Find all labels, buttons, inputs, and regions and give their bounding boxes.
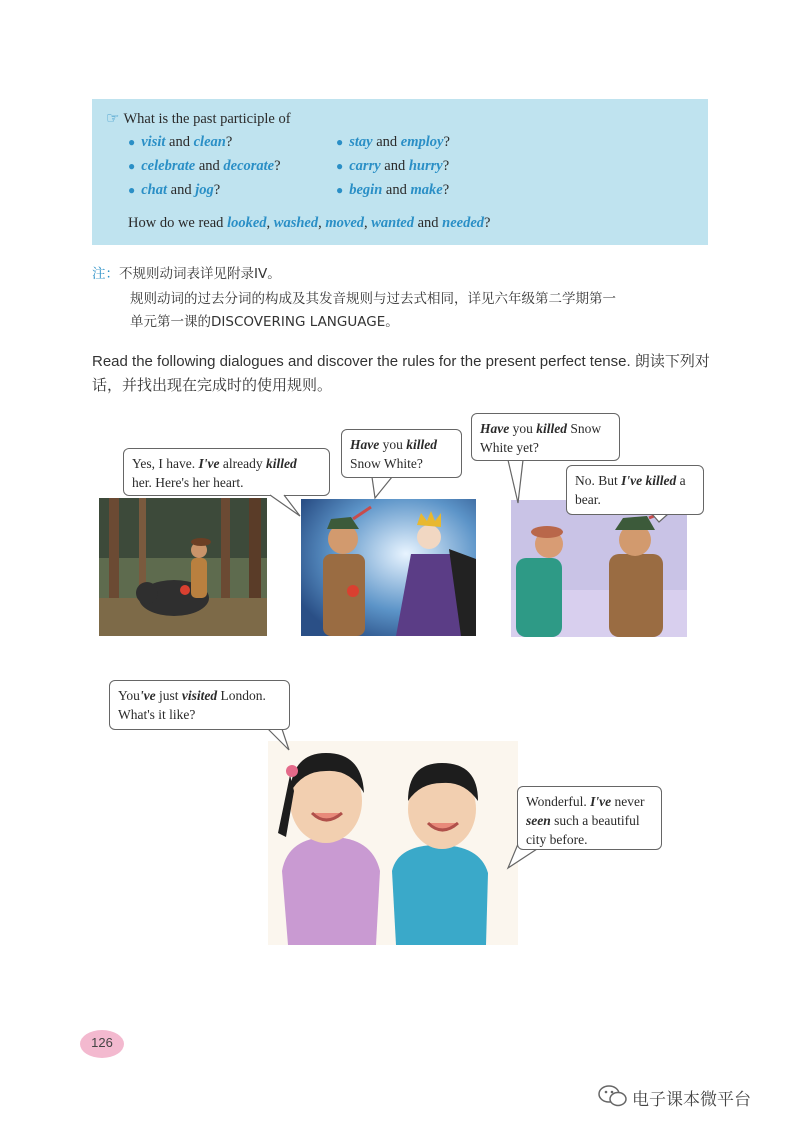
question-item: ● begin and make? [336,182,450,198]
speech-bubble-girl-question: You've just visited London. What's it like? [109,680,290,730]
speech-bubble-man-question: Have you killed Snow White yet? [471,413,620,461]
question-item: ● stay and employ? [336,134,450,150]
question-item: ● carry and hurry? [336,158,450,174]
question-item: ● visit and clean? [128,134,233,150]
speech-bubble-hunter-answer: No. But I've killed a bear. [566,465,704,515]
page-number: 126 [80,1030,124,1058]
speech-bubble-hunter-reply: Yes, I have. I've already killed her. Here's her heart. [123,448,330,496]
instruction-line-1: Read the following dialogues and discover the rules for the present perfect tense. 朗读下列对 [92,353,710,370]
pointing-hand-icon: ☞ [106,111,120,127]
note-line-2: 规则动词的过去分词的构成及其发音规则与过去式相同，详见六年级第二学期第一 [130,291,616,307]
question-intro: ☞ What is the past participle of [106,111,291,127]
instruction-line-2: 话，并找出现在完成时的使用规则。 [92,377,333,394]
speech-bubble-boy-answer: Wonderful. I've never seen such a beautiful city before. [517,786,662,850]
question-item: ● celebrate and decorate? [128,158,281,174]
question-item: ● chat and jog? [128,182,221,198]
note-line-3: 单元第一课的DISCOVERING LANGUAGE。 [130,314,399,330]
note-line-1: 注：不规则动词表详见附录IV。 [92,266,281,282]
watermark-text: 电子课本微平台 [632,1090,751,1110]
speech-bubble-queen-question: Have you killed Snow White? [341,429,462,478]
wechat-icon [598,1084,628,1113]
question-read-line: How do we read looked, washed, moved, wanted and needed? [128,215,491,231]
